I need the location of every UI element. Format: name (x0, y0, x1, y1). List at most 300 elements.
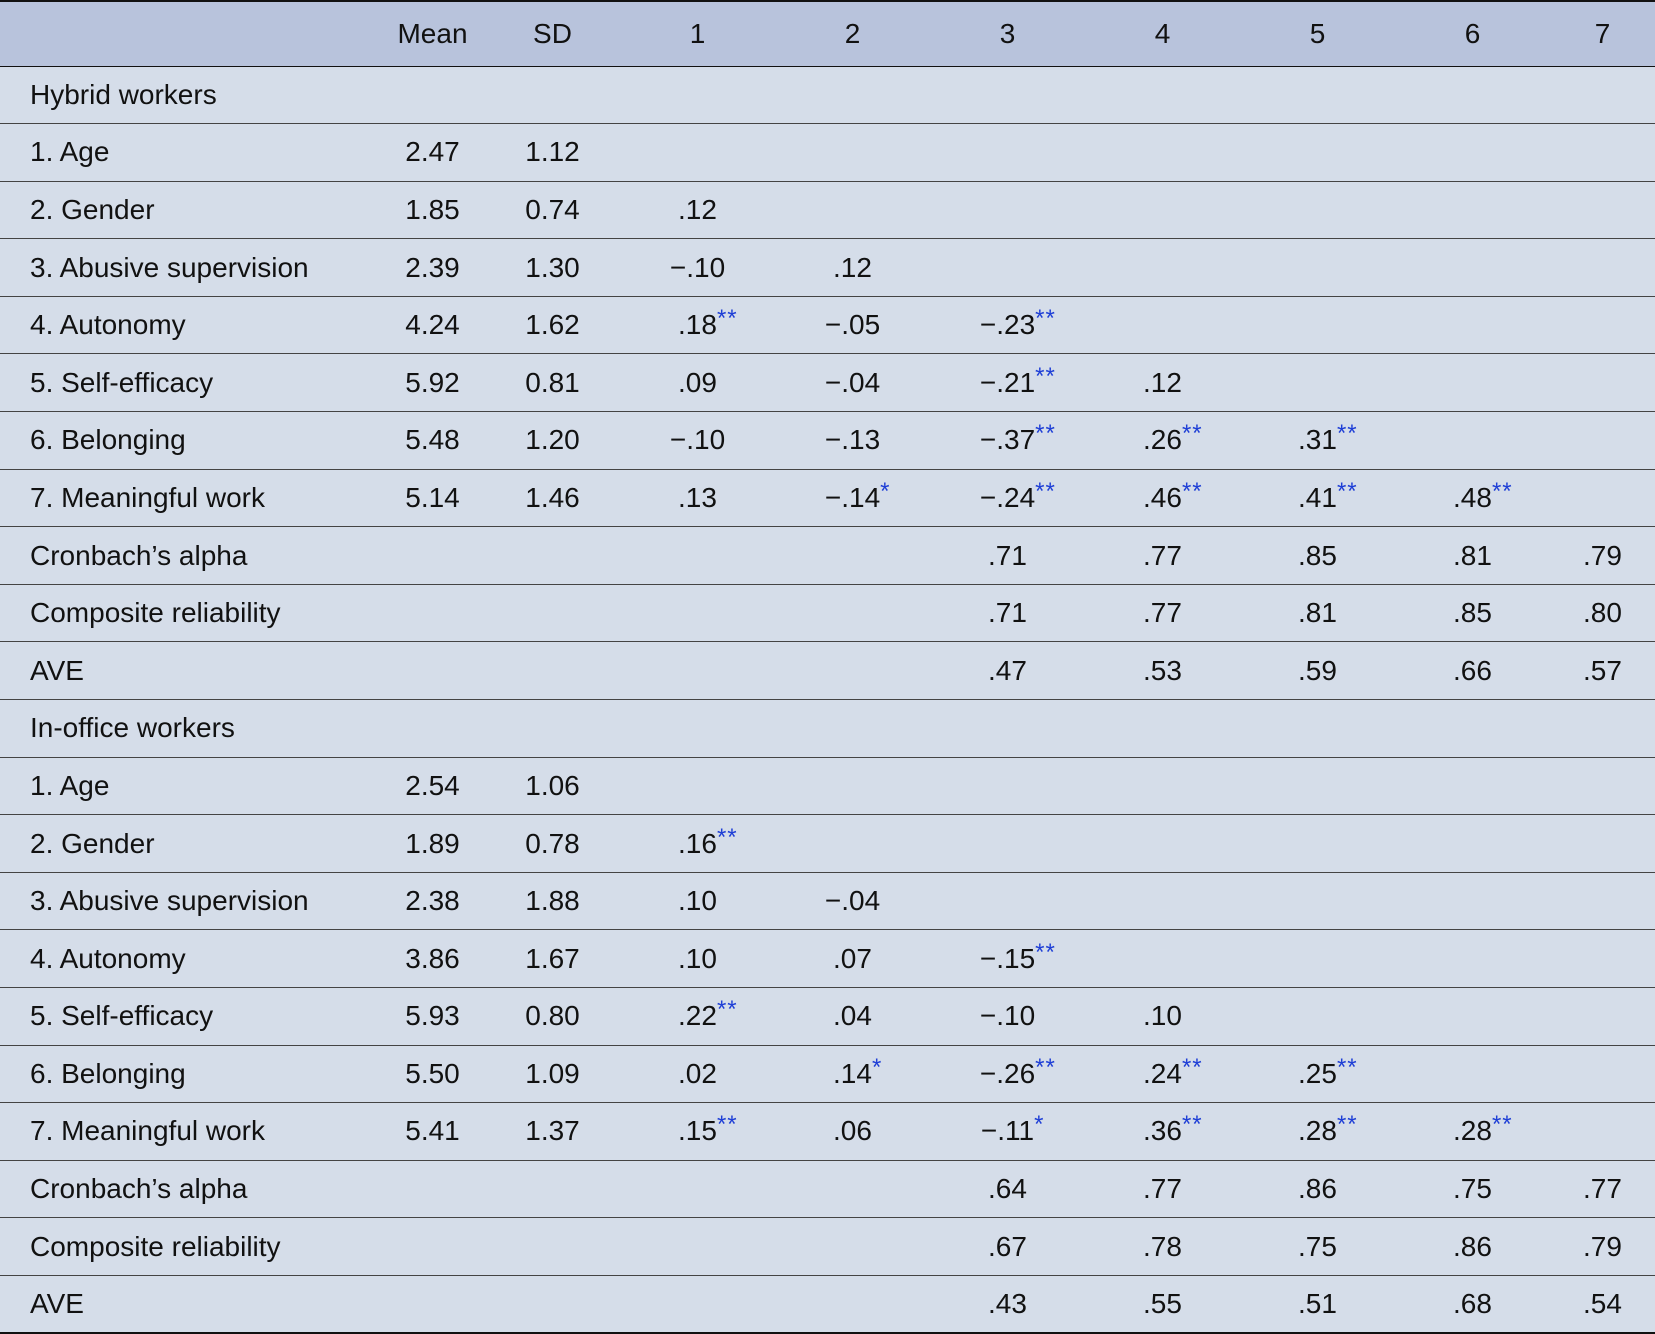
table-cell (1550, 1103, 1655, 1161)
table-cell (1085, 930, 1240, 988)
cell-value: −.15 (979, 942, 1036, 974)
table-cell (1240, 181, 1395, 239)
table-cell (1395, 872, 1550, 930)
cell-value: −.04 (824, 885, 881, 917)
table-cell (620, 1103, 775, 1161)
cell-content (988, 655, 1027, 687)
table-cell (620, 1275, 775, 1333)
cell-value: 0.78 (525, 827, 580, 859)
table-cell (1085, 1275, 1240, 1333)
table-cell (1085, 527, 1240, 585)
table-cell (930, 1218, 1085, 1276)
table-cell (1395, 1160, 1550, 1218)
table-cell (775, 642, 930, 700)
cell-content (1453, 1231, 1492, 1263)
row-label: 2. Gender (0, 181, 380, 239)
significance-marker: * (1034, 1111, 1045, 1139)
cell-content (405, 309, 460, 341)
cell-content (979, 477, 1056, 514)
cell-value: 1.37 (525, 1115, 580, 1147)
cell-value: 2.38 (405, 885, 460, 917)
table-cell (620, 412, 775, 470)
cell-content (1298, 540, 1337, 572)
cell-content (405, 367, 460, 399)
table-cell (1550, 1218, 1655, 1276)
cell-value: −.23 (979, 309, 1036, 341)
header-cell: 2 (775, 1, 930, 66)
table-cell (1395, 642, 1550, 700)
row-label: 1. Age (0, 124, 380, 182)
section-title: In-office workers (0, 700, 1655, 758)
significance-marker: ** (716, 996, 738, 1024)
table-cell (1395, 930, 1550, 988)
significance-marker: ** (1336, 1053, 1358, 1081)
table-cell (1085, 757, 1240, 815)
cell-value: .15 (678, 1115, 717, 1147)
table-cell (1085, 988, 1240, 1046)
table-cell (1240, 872, 1395, 930)
cell-content (670, 252, 725, 284)
cell-content (405, 1058, 460, 1090)
table-cell (1240, 642, 1395, 700)
header-cell: 5 (1240, 1, 1395, 66)
table-row (0, 354, 1655, 412)
table-cell (485, 872, 620, 930)
table-cell (1550, 1275, 1655, 1333)
cell-content (1453, 597, 1492, 629)
cell-content (1298, 1173, 1337, 1205)
table-cell (1240, 469, 1395, 527)
table-cell (1395, 1045, 1550, 1103)
cell-value: 1.06 (525, 769, 580, 801)
table-cell (1550, 354, 1655, 412)
table-cell (485, 930, 620, 988)
significance-marker: ** (1336, 477, 1358, 505)
cell-value: 2.54 (405, 769, 460, 801)
cell-content (1298, 1053, 1358, 1090)
table-cell (1240, 988, 1395, 1046)
table-cell (1240, 239, 1395, 297)
header-cell: 6 (1395, 1, 1550, 66)
row-label: Cronbach’s alpha (0, 527, 380, 585)
table-cell (1085, 1045, 1240, 1103)
table-cell (1395, 181, 1550, 239)
cell-content (525, 1000, 580, 1032)
cell-value: .12 (678, 193, 717, 225)
cell-value: 0.81 (525, 366, 580, 398)
significance-marker: ** (1035, 420, 1056, 448)
cell-value: 5.50 (405, 1057, 460, 1089)
table-cell (775, 124, 930, 182)
table-cell (485, 1103, 620, 1161)
table-body (0, 66, 1655, 1333)
table-cell (930, 930, 1085, 988)
cell-content (1583, 1231, 1622, 1263)
significance-marker: ** (1035, 477, 1056, 505)
table-cell (620, 642, 775, 700)
table-cell (775, 296, 930, 354)
cell-content (678, 1058, 717, 1090)
significance-marker: ** (1035, 1053, 1056, 1081)
cell-value: 1.30 (525, 251, 580, 283)
table-cell (380, 757, 485, 815)
cell-content (1453, 655, 1492, 687)
table-cell (930, 815, 1085, 873)
cell-content (988, 597, 1027, 629)
table-cell (380, 354, 485, 412)
table-cell (620, 181, 775, 239)
cell-content (678, 823, 738, 860)
header-row (0, 1, 1655, 66)
table-row (0, 815, 1655, 873)
cell-value: .71 (988, 597, 1027, 629)
cell-content (825, 309, 880, 341)
cell-value: .28 (1298, 1115, 1337, 1147)
table-cell (1550, 124, 1655, 182)
cell-value: −.10 (979, 1000, 1036, 1032)
table-cell (620, 988, 775, 1046)
cell-content (525, 482, 580, 514)
table-row (0, 1103, 1655, 1161)
cell-content (1453, 1173, 1492, 1205)
table-row (0, 642, 1655, 700)
cell-value: .77 (1583, 1173, 1622, 1205)
cell-content (1583, 1288, 1622, 1320)
table-cell (1550, 815, 1655, 873)
table-cell (1395, 354, 1550, 412)
table-cell (380, 988, 485, 1046)
cell-content (678, 943, 717, 975)
table-cell (775, 469, 930, 527)
cell-content (988, 1288, 1027, 1320)
table-cell (775, 527, 930, 585)
cell-value: 4.24 (405, 309, 460, 341)
significance-marker: ** (1181, 477, 1203, 505)
cell-value: .64 (988, 1173, 1027, 1205)
table-cell (380, 1103, 485, 1161)
cell-content (405, 885, 460, 917)
table-cell (775, 1103, 930, 1161)
table-cell (1085, 1103, 1240, 1161)
table-cell (1395, 584, 1550, 642)
table-cell (1395, 757, 1550, 815)
cell-content (988, 1173, 1027, 1205)
cell-content (1143, 1288, 1182, 1320)
table-row (0, 872, 1655, 930)
table-cell (1550, 527, 1655, 585)
cell-value: .81 (1298, 597, 1337, 629)
cell-value: .07 (833, 942, 872, 974)
table-cell (380, 124, 485, 182)
table-cell (1550, 930, 1655, 988)
table-cell (775, 584, 930, 642)
table-cell (380, 1160, 485, 1218)
row-label: AVE (0, 642, 380, 700)
table-cell (620, 1218, 775, 1276)
table-cell (930, 527, 1085, 585)
cell-content (1453, 1111, 1513, 1147)
cell-content (988, 540, 1027, 572)
table-cell (1240, 584, 1395, 642)
cell-value: .12 (1143, 366, 1182, 398)
table-cell (1395, 124, 1550, 182)
row-label: 2. Gender (0, 815, 380, 873)
cell-content (1143, 1111, 1203, 1147)
table-cell (485, 815, 620, 873)
table-cell (485, 1275, 620, 1333)
table-cell (1550, 584, 1655, 642)
significance-marker: ** (1491, 477, 1513, 505)
cell-value: 1.09 (525, 1057, 580, 1089)
cell-content (678, 305, 738, 341)
cell-content (1298, 655, 1337, 687)
table-row (0, 296, 1655, 354)
table-cell (775, 1160, 930, 1218)
cell-value: .78 (1143, 1230, 1182, 1262)
header-cell: 4 (1085, 1, 1240, 66)
table-cell (930, 642, 1085, 700)
cell-value: .18 (678, 309, 717, 341)
table-cell (1395, 1103, 1550, 1161)
row-label: 7. Meaningful work (0, 1103, 380, 1161)
cell-content (979, 305, 1056, 341)
cell-content (979, 938, 1056, 975)
cell-value: .10 (678, 942, 717, 974)
cell-value: −.37 (979, 424, 1036, 456)
table-cell (1395, 469, 1550, 527)
cell-value: .46 (1143, 481, 1182, 513)
row-label: 3. Abusive supervision (0, 239, 380, 297)
cell-content (1298, 1288, 1337, 1320)
table-cell (1550, 296, 1655, 354)
cell-content (678, 996, 738, 1032)
cell-content (833, 1115, 872, 1147)
table-cell (1550, 239, 1655, 297)
row-label: 5. Self-efficacy (0, 988, 380, 1046)
row-label: 3. Abusive supervision (0, 872, 380, 930)
cell-content (833, 1000, 872, 1032)
cell-content (825, 424, 880, 456)
table-cell (930, 1160, 1085, 1218)
table-cell (1085, 1218, 1240, 1276)
table-cell (930, 1103, 1085, 1161)
row-label: 4. Autonomy (0, 296, 380, 354)
cell-value: .75 (1298, 1230, 1337, 1262)
table-cell (930, 757, 1085, 815)
cell-content (1143, 540, 1182, 572)
cell-value: 5.41 (405, 1115, 460, 1147)
table-row (0, 412, 1655, 470)
row-label: Cronbach’s alpha (0, 1160, 380, 1218)
section-title: Hybrid workers (0, 66, 1655, 124)
cell-content (678, 194, 717, 226)
table-cell (620, 296, 775, 354)
table-cell (930, 181, 1085, 239)
cell-content (525, 770, 580, 802)
cell-content (1143, 655, 1182, 687)
table-cell (485, 527, 620, 585)
cell-value: .55 (1143, 1288, 1182, 1320)
table-cell (1240, 354, 1395, 412)
cell-content (525, 1115, 580, 1147)
table-cell (1085, 642, 1240, 700)
row-label: 7. Meaningful work (0, 469, 380, 527)
cell-content (405, 252, 460, 284)
cell-value: −.11 (980, 1115, 1035, 1147)
table-cell (485, 1045, 620, 1103)
table-row (0, 584, 1655, 642)
cell-value: −.10 (669, 251, 726, 283)
cell-value: .54 (1583, 1288, 1622, 1320)
table-cell (620, 584, 775, 642)
significance-marker: ** (1181, 420, 1203, 448)
header-cell: SD (485, 1, 620, 66)
table-cell (1550, 988, 1655, 1046)
table-cell (775, 412, 930, 470)
table-cell (1550, 872, 1655, 930)
cell-value: .68 (1453, 1288, 1492, 1320)
table-cell (930, 412, 1085, 470)
table-cell (1550, 469, 1655, 527)
cell-content (1143, 1231, 1182, 1263)
table-cell (775, 1275, 930, 1333)
cell-content (979, 362, 1056, 399)
cell-value: .53 (1143, 654, 1182, 686)
cell-value: .86 (1298, 1173, 1337, 1205)
table-cell (380, 181, 485, 239)
table-cell (1085, 584, 1240, 642)
table-cell (775, 181, 930, 239)
table-cell (1240, 930, 1395, 988)
cell-content (670, 424, 725, 456)
cell-value: .25 (1298, 1057, 1337, 1089)
cell-content (1298, 420, 1358, 456)
cell-value: 1.12 (525, 136, 580, 168)
row-label: 6. Belonging (0, 412, 380, 470)
table-cell (1085, 181, 1240, 239)
table-cell (1085, 412, 1240, 470)
table-cell (485, 124, 620, 182)
table-cell (1550, 181, 1655, 239)
table-cell (930, 988, 1085, 1046)
significance-marker: * (871, 1053, 883, 1081)
table-cell (620, 872, 775, 930)
cell-value: .67 (988, 1230, 1027, 1262)
cell-value: 0.74 (525, 193, 580, 225)
table-cell (1395, 988, 1550, 1046)
table-cell (485, 181, 620, 239)
table-row (0, 988, 1655, 1046)
table-cell (485, 354, 620, 412)
table-cell (485, 412, 620, 470)
cell-value: .77 (1143, 539, 1182, 571)
table-cell (930, 1045, 1085, 1103)
table-cell (485, 296, 620, 354)
cell-content (525, 194, 580, 226)
cell-value: 5.93 (405, 1000, 460, 1032)
cell-value: .22 (678, 1000, 717, 1032)
table-cell (620, 757, 775, 815)
cell-value: .57 (1583, 654, 1622, 686)
cell-value: .81 (1453, 539, 1492, 571)
cell-content (979, 420, 1056, 456)
cell-content (1143, 420, 1203, 456)
table-cell (930, 584, 1085, 642)
table-cell (775, 1045, 930, 1103)
cell-content (1143, 1053, 1203, 1090)
cell-value: .41 (1298, 481, 1337, 513)
cell-content (1143, 597, 1182, 629)
table-cell (620, 354, 775, 412)
table-cell (380, 1045, 485, 1103)
cell-value: −.14 (824, 481, 881, 513)
cell-value: 2.47 (405, 136, 460, 168)
cell-content (1143, 367, 1182, 399)
cell-value: 1.88 (525, 885, 580, 917)
table-cell (1240, 527, 1395, 585)
cell-value: .36 (1143, 1115, 1182, 1147)
table-row (0, 527, 1655, 585)
significance-marker: ** (716, 305, 738, 333)
cell-value: 0.80 (525, 1000, 580, 1032)
cell-value: .77 (1143, 1173, 1182, 1205)
table-cell (380, 1218, 485, 1276)
header-cell: 7 (1550, 1, 1655, 66)
cell-content (525, 943, 580, 975)
cell-value: .75 (1453, 1173, 1492, 1205)
cell-value: .02 (678, 1057, 717, 1089)
significance-marker: ** (716, 1111, 738, 1139)
table-row (0, 757, 1655, 815)
table-cell (1395, 1218, 1550, 1276)
cell-content (678, 367, 717, 399)
cell-value: .47 (988, 654, 1027, 686)
cell-content (405, 424, 460, 456)
cell-value: 1.62 (525, 309, 580, 341)
cell-value: .14 (833, 1057, 872, 1089)
cell-value: .10 (1143, 1000, 1182, 1032)
row-label: 4. Autonomy (0, 930, 380, 988)
table-cell (380, 412, 485, 470)
header-cell: 3 (930, 1, 1085, 66)
table-cell (775, 757, 930, 815)
table-cell (930, 469, 1085, 527)
table-cell (380, 815, 485, 873)
table-cell (930, 239, 1085, 297)
table-cell (1395, 296, 1550, 354)
table-cell (1085, 239, 1240, 297)
table-cell (1240, 296, 1395, 354)
significance-marker: ** (1491, 1111, 1513, 1139)
table-cell (1240, 124, 1395, 182)
cell-content (1298, 597, 1337, 629)
row-label: 5. Self-efficacy (0, 354, 380, 412)
section-row (0, 700, 1655, 758)
table-cell (620, 1160, 775, 1218)
cell-content (525, 136, 580, 168)
cell-content (1453, 477, 1513, 514)
table-cell (1395, 412, 1550, 470)
cell-value: 5.48 (405, 424, 460, 456)
table-cell (380, 296, 485, 354)
row-label: 6. Belonging (0, 1045, 380, 1103)
cell-content (405, 482, 460, 514)
table-cell (380, 930, 485, 988)
table-cell (620, 815, 775, 873)
table-cell (485, 1218, 620, 1276)
table-cell (1240, 757, 1395, 815)
significance-marker: ** (1035, 938, 1056, 966)
